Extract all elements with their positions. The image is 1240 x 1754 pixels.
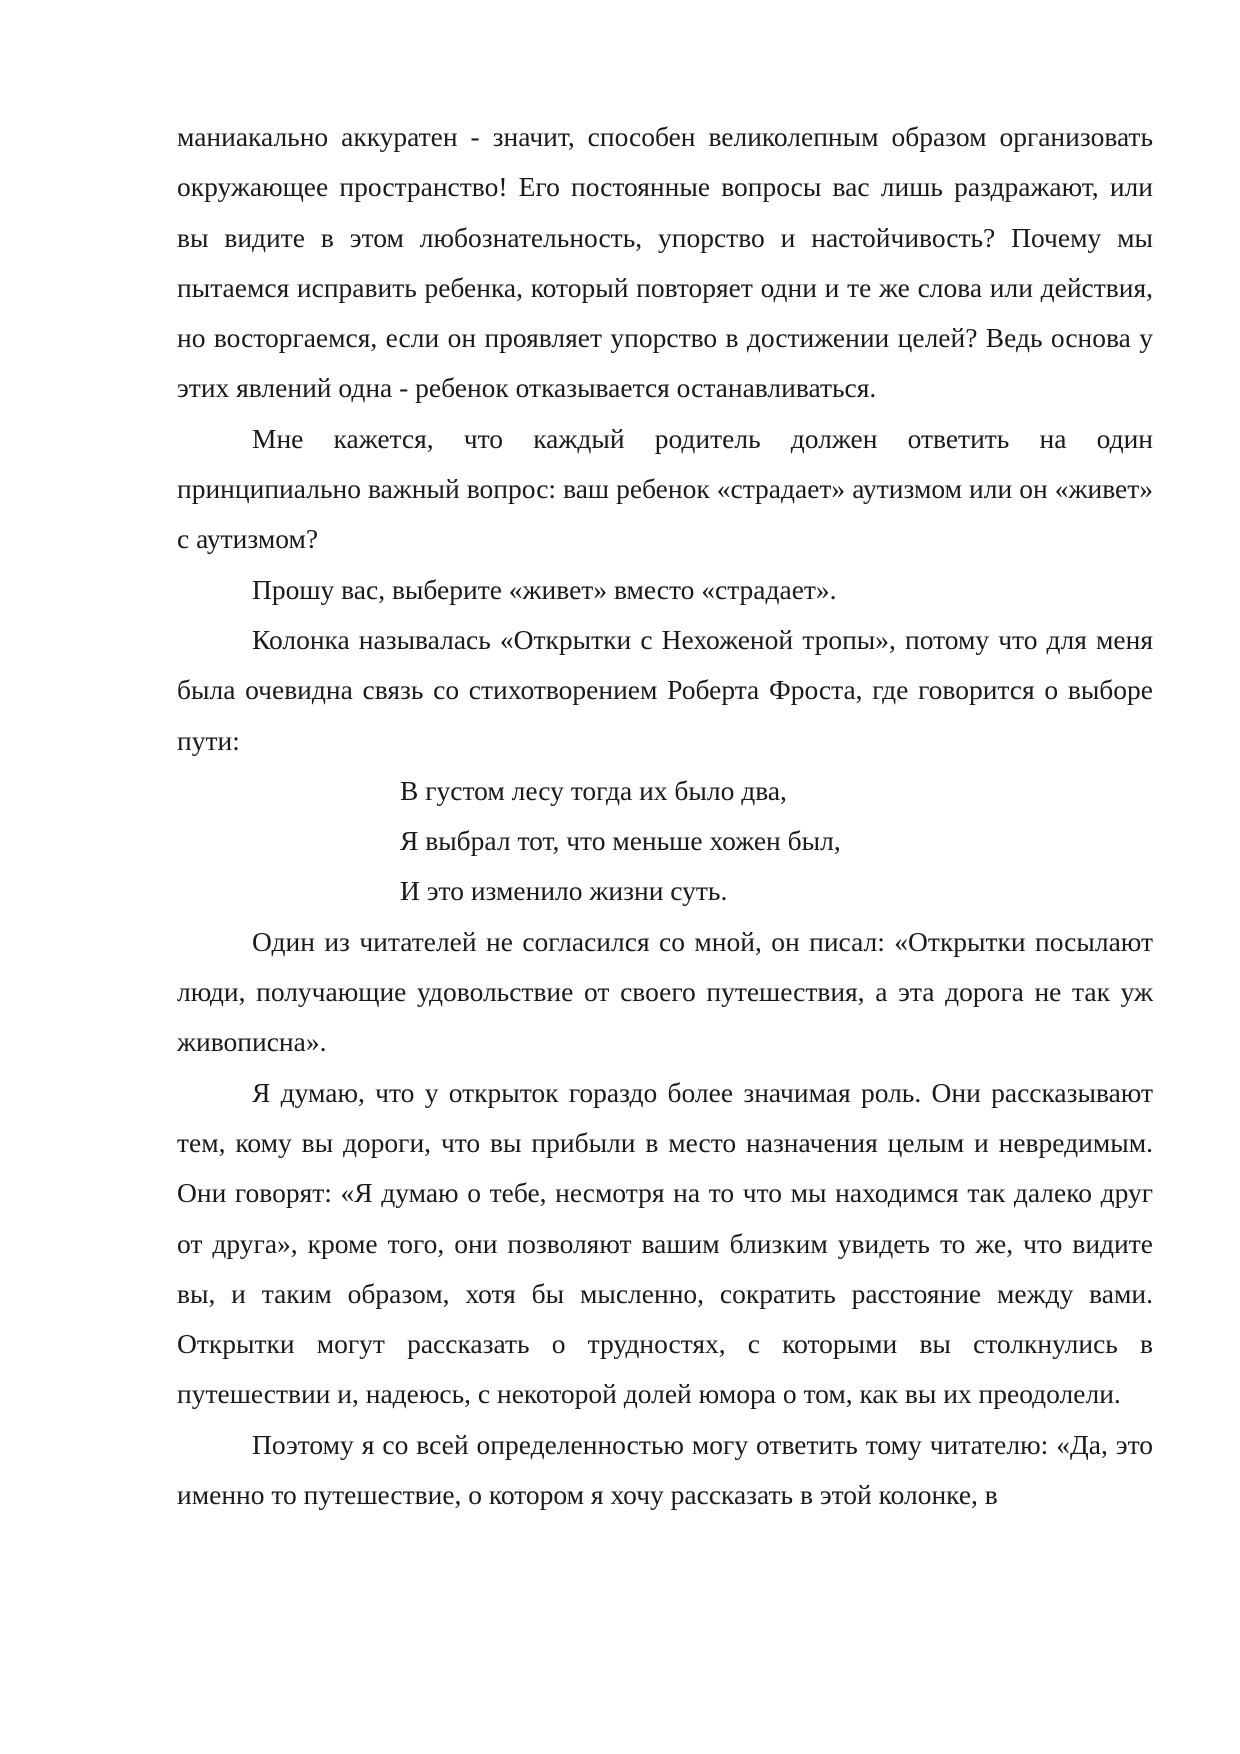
body-text xyxy=(177,112,1153,1520)
poem-line: И это изменило жизни суть. xyxy=(400,875,728,907)
paragraph: Поэтому я со всей определенностью могу ответить тому читателю: «Да, это именно то путешествие, о котором я хочу рассказать в этой колонке, в xyxy=(177,1428,1153,1511)
paragraph: Колонка называлась «Открытки с Нехоженой тропы», потому что для меня была очевидна связь со стихотворением Роберта Фроста, где говорится о выборе пути: xyxy=(177,623,1153,756)
poem-line: Я выбрал тот, что меньше хожен был, xyxy=(400,825,841,857)
paragraph: маниакально аккуратен - значит, способен великолепным образом организовать окружающее пространство! Его постоянные вопросы вас лишь раздражают, или вы видите в этом любознательность, упорство и настойчивость? Почему мы пытаемся исправить ребенка, который повторяет одни и те же слова или действия, но восторгаемся, если он проявляет упорство в достижении целей? Ведь основа у этих явлений одна - ребенок отказывается останавливаться. xyxy=(177,121,1153,404)
paragraph: Я думаю, что у открыток гораздо более значимая роль. Они рассказывают тем, кому вы дороги, что вы прибыли в место назначения целым и невредимым. Они говорят: «Я думаю о тебе, несмотря на то что мы находимся так далеко друг от друга», кроме того, они позволяют вашим близким увидеть то же, что видите вы, и таким образом, хотя бы мысленно, сократить расстояние между вами. Открытки могут рассказать о трудностях, с которыми вы столкнулись в путешествии и, надеюсь, с некоторой долей юмора о том, как вы их преодолели. xyxy=(177,1076,1153,1410)
poem-line: В густом лесу тогда их было два, xyxy=(400,774,787,806)
poem-quote xyxy=(177,766,1153,917)
paragraph: Мне кажется, что каждый родитель должен ответить на один принципиально важный вопрос: ваш ребенок «страдает» аутизмом или он «живет» с аутизмом? xyxy=(177,422,1153,555)
paragraph: Прошу вас, выберите «живет» вместо «страдает». xyxy=(252,573,837,605)
paragraph: Один из читателей не согласился со мной, он писал: «Открытки посылают люди, получающие удовольствие от своего путешествия, а эта дорога не так уж живописна». xyxy=(177,925,1153,1058)
